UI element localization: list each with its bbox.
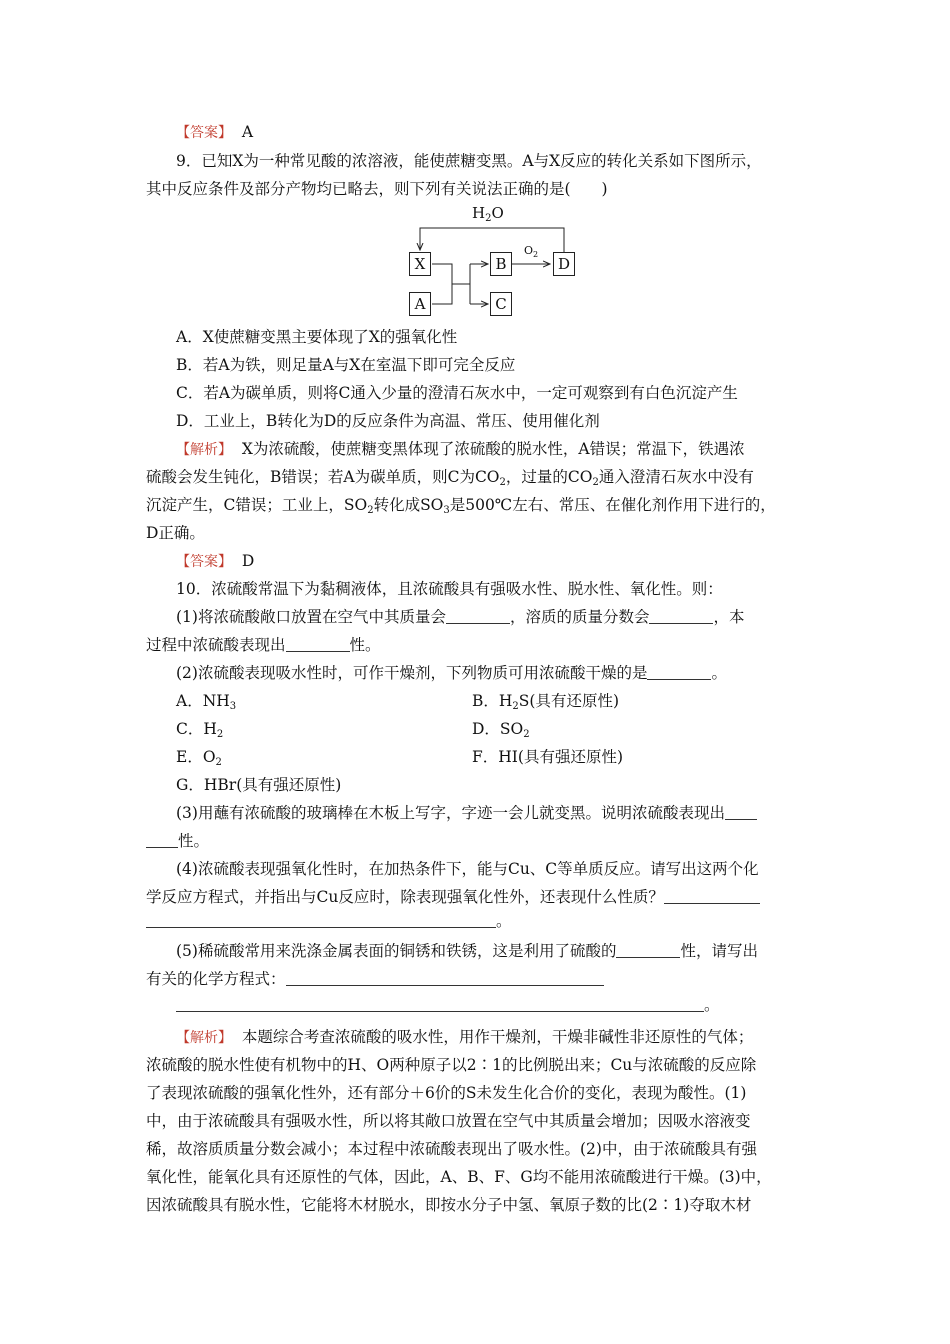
reaction-diagram [400, 200, 590, 325]
q10-stem: 10．浓硫酸常温下为黏稠液体，且浓硫酸具有强吸水性、脱水性、氧化性。则： [176, 580, 723, 598]
box-b: B [490, 252, 512, 276]
answer-value: D [241, 552, 255, 570]
answer-value: A [241, 123, 254, 141]
q10-part4-line2: 学反应方程式，并指出与Cu反应时，除表现强氧化性外，还表现什么性质？ [146, 887, 760, 907]
q9-analysis-line1: 【解析】 X为浓硫酸，使蔗糖变黑体现了浓硫酸的脱水性，A错误；常温下，铁遇浓 [176, 440, 745, 458]
answer-tag: 【答案】 [176, 125, 232, 141]
q10-analysis-line2: 浓硫酸的脱水性使有机物中的H、O两种原子以2∶1的比例脱出来；Cu与浓硫酸的反应除 [146, 1056, 757, 1074]
answer-blank[interactable] [146, 912, 496, 928]
q9-analysis-line4: D正确。 [146, 524, 205, 542]
q10-part5-line2: 有关的化学方程式： [146, 969, 604, 989]
q9-analysis-line2: 硫酸会发生钝化，B错误；若A为碳单质，则C为$CO_2$，过量的$CO_2$通入澄清石灰水中没有 [146, 468, 754, 488]
q10-part1-line2: 过程中浓硫酸表现出 性。 [146, 636, 381, 654]
q9-option-d: D．工业上，B转化为D的反应条件为高温、常压、使用催化剂 [176, 412, 600, 430]
oxygen-label: $O_2$ [524, 244, 539, 259]
answer-blank[interactable] [286, 636, 350, 652]
q9-option-b: B．若A为铁，则足量A与X在室温下即可完全反应 [176, 356, 516, 374]
answer-blank[interactable] [647, 664, 711, 680]
q10-part1-line1: (1)将浓硫酸敞口放置在空气中其质量会 ，溶质的质量分数会 ，本 [176, 608, 745, 626]
answer-blank[interactable] [446, 608, 510, 624]
answer-line-q8 [176, 122, 253, 143]
q10-analysis-line3: 了表现浓硫酸的强氧化性外，还有部分＋6价的S未发生化合价的变化，表现为酸性。(1) [146, 1084, 747, 1102]
answer-blank[interactable] [616, 942, 680, 958]
q10-analysis-line7: 因浓硫酸具有脱水性，它能将木材脱水，即按水分子中氢、氧原子数的比(2∶1)夺取木材 [146, 1196, 752, 1214]
q10-part2: (2)浓硫酸表现吸水性时，可作干燥剂，下列物质可用浓硫酸干燥的是 。 [176, 664, 727, 682]
q10-part5-line1: (5)稀硫酸常用来洗涤金属表面的铜锈和铁锈，这是利用了硫酸的 性，请写出 [176, 942, 758, 960]
answer-blank[interactable] [146, 832, 178, 848]
q10-part5-line3: 。 [176, 995, 720, 1015]
answer-blank[interactable] [176, 996, 704, 1012]
q10-analysis-line1: 【解析】 本题综合考查浓硫酸的吸水性，用作干燥剂，干燥非碱性非还原性的气体； [176, 1028, 754, 1046]
q9-stem-line1: 9．已知X为一种常见酸的浓溶液，能使蔗糖变黑。A与X反应的转化关系如下图所示， [176, 152, 762, 170]
answer-line-q9: 【答案】 D [176, 552, 255, 570]
q10-analysis-line4: 中，由于浓硫酸具有强吸水性，所以将其敞口放置在空气中其质量会增加；因吸水溶液变 [146, 1112, 751, 1130]
q10-option-a: A．$NH_3$ [176, 692, 237, 712]
q10-option-b: B．$H_2S$(具有还原性) [472, 692, 620, 712]
water-label: $H_2O$ [472, 204, 504, 224]
q10-option-g: G．HBr(具有强还原性) [176, 776, 342, 794]
q10-option-e: E．$O_2$ [176, 748, 222, 768]
q9-analysis-line3: 沉淀产生，C错误；工业上，$SO_2$转化成$SO_3$是500℃左右、常压、在催化剂作用下进行的， [146, 496, 776, 516]
q9-stem-line2: 其中反应条件及部分产物均已略去，则下列有关说法正确的是( ) [146, 180, 608, 198]
answer-blank[interactable] [725, 804, 757, 820]
q10-analysis-line5: 稀，故溶质质量分数会减小；本过程中浓硫酸表现出了吸水性。(2)中，由于浓硫酸具有强 [146, 1140, 757, 1158]
q10-analysis-line6: 氧化性，能氧化具有还原性的气体，因此，A、B、F、G均不能用浓硫酸进行干燥。(3)中， [146, 1168, 772, 1186]
q10-option-d: D．$SO_2$ [472, 720, 530, 740]
q9-option-a: A．X使蔗糖变黑主要体现了X的强氧化性 [176, 328, 458, 346]
analysis-tag: 【解析】 [176, 442, 232, 458]
q10-option-c: C．$H_2$ [176, 720, 224, 740]
q10-part4-line1: (4)浓硫酸表现强氧化性时，在加热条件下，能与Cu、C等单质反应。请写出这两个化 [176, 860, 759, 878]
q10-option-f: F．HI(具有强还原性) [472, 748, 623, 766]
box-a: A [409, 292, 431, 316]
answer-blank[interactable] [664, 888, 760, 904]
q10-part4-line3: 。 [146, 911, 512, 931]
answer-blank[interactable] [286, 970, 604, 986]
box-x: X [409, 252, 431, 276]
box-d: D [553, 252, 575, 276]
answer-blank[interactable] [649, 608, 713, 624]
q10-part3-line2: 性。 [146, 831, 209, 851]
q10-part3-line1: (3)用蘸有浓硫酸的玻璃棒在木板上写字，字迹一会儿就变黑。说明浓硫酸表现出 [176, 803, 757, 823]
box-c: C [490, 292, 512, 316]
q9-option-c: C．若A为碳单质，则将C通入少量的澄清石灰水中，一定可观察到有白色沉淀产生 [176, 384, 738, 402]
